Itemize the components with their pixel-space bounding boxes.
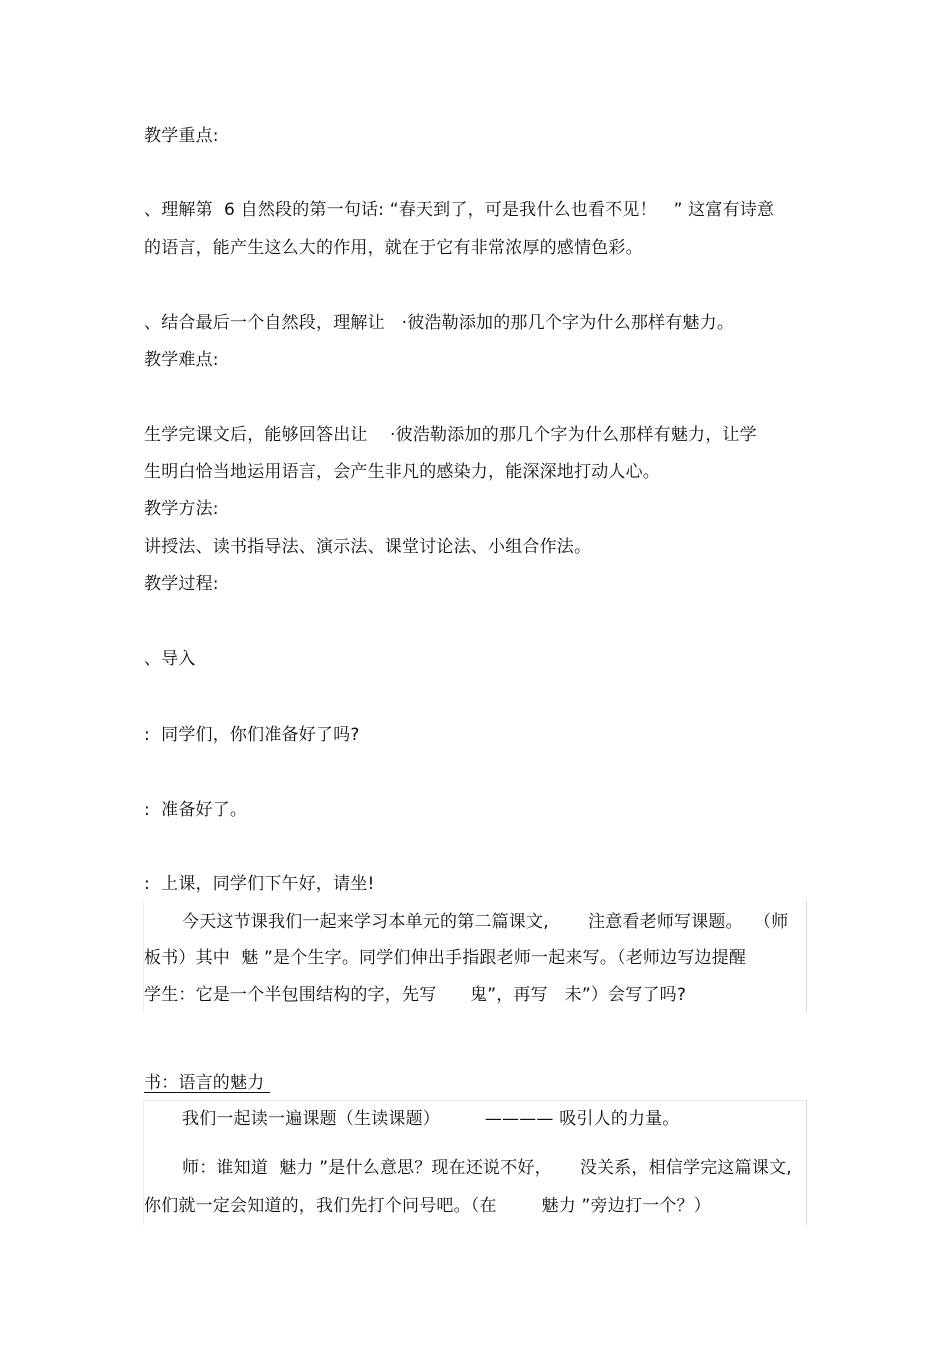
heading-process: 教学过程: [144,574,219,594]
key-point-1-line-2: 的语言，能产生这么大的作用，就在于它有非常浓厚的感情色彩。 [144,238,643,258]
key-point-2: 、结合最后一个自然段，理解让 ·彼浩勒添加的那几个字为什么那样有魅力。 [144,313,735,333]
step-intro: 、导入 [144,649,196,669]
dialog-line-3: : 上课，同学们下午好，请坐! [144,874,375,894]
box1-line-2: 板书）其中 魅 ”是个生字。同学们伸出手指跟老师一起来写。（老师边写边提醒 [144,948,747,968]
difficulty-line-2: 生明白恰当地运用语言，会产生非凡的感染力，能深深地打动人心。 [144,462,660,482]
box1-line-1: 今天这节课我们一起来学习本单元的第二篇课文, 注意看老师写课题。 （师 [182,912,789,932]
heading-methods: 教学方法: [144,499,219,519]
dialog-line-1: : 同学们，你们准备好了吗? [144,725,360,745]
box2-line-2: 师：谁知道 魅力 ”是什么意思？现在还说不好， 没关系，相信学完这篇课文, [182,1158,792,1178]
box2-line-3: 你们就一定会知道的，我们先打个问号吧。（在 魅力 ”旁边打一个？） [144,1196,711,1216]
dialog-line-2: : 准备好了。 [144,800,248,820]
board-title: 书：语言的魅力 [144,1073,271,1093]
key-point-1-line-1: 、理解第 6 自然段的第一句话: “春天到了，可是我什么也看不见！ ” 这富有诗意 [144,200,775,220]
heading-key-points: 教学重点: [144,126,219,146]
box2-line-1: 我们一起读一遍课题（生读课题） ———— 吸引人的力量。 [182,1109,680,1129]
box1-line-3: 学生：它是一个半包围结构的字，先写 鬼”，再写 未”）会写了吗? [144,985,687,1005]
methods-text: 讲授法、读书指导法、演示法、课堂讨论法、小组合作法。 [144,537,592,557]
difficulty-line-1: 生学完课文后，能够回答出让 ·彼浩勒添加的那几个字为什么那样有魅力，让学 [144,425,757,445]
heading-difficulty: 教学难点: [144,350,219,370]
